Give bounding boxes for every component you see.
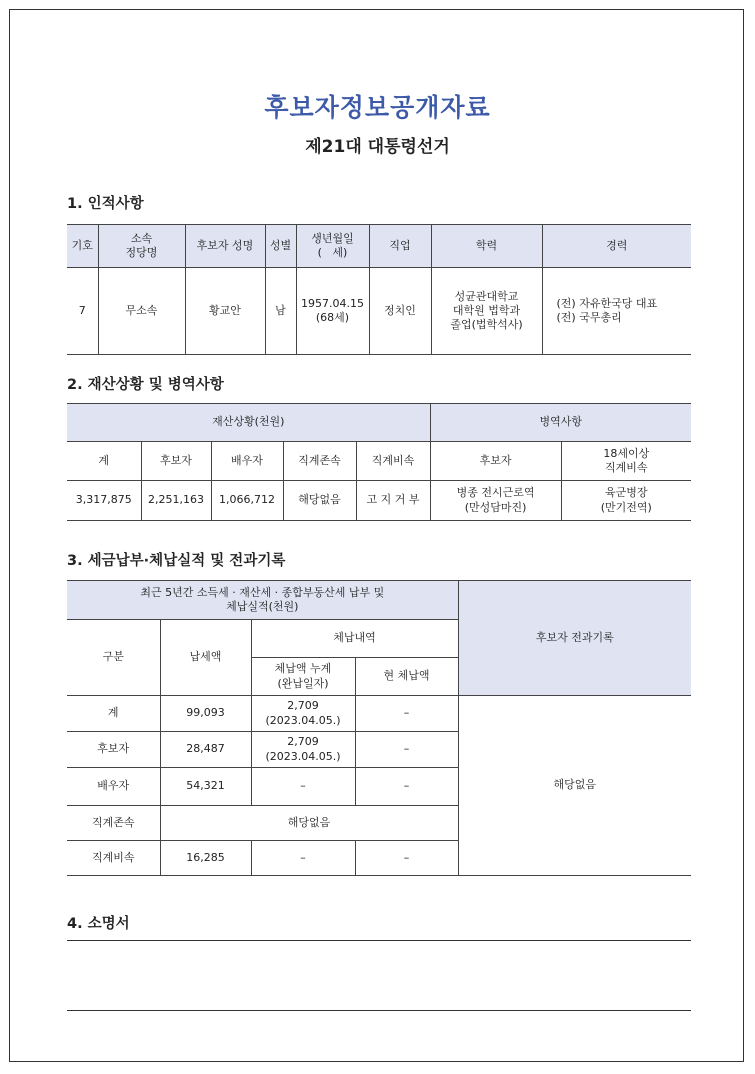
col-arrears-current: 현 체납액: [355, 658, 458, 696]
row-label: 직계존속: [67, 806, 160, 841]
row-label: 직계비속: [67, 841, 160, 876]
row-paid: 54,321: [160, 768, 251, 806]
row-arrears-total: –: [251, 841, 355, 876]
tax-criminal-table: [67, 580, 691, 876]
sub-header-cell: 직계비속: [356, 442, 430, 481]
cell-military-candidate: 병종 전시근로역 (만성담마진): [430, 481, 561, 521]
asset-military-group-header: [67, 404, 691, 442]
table-row: [67, 696, 691, 732]
row-paid: 16,285: [160, 841, 251, 876]
criminal-header: 후보자 전과기록: [458, 581, 691, 696]
cell-spouse: 1,066,712: [211, 481, 283, 521]
row-label: 계: [67, 696, 160, 732]
row-label: 배우자: [67, 768, 160, 806]
row-arrears-total: –: [251, 768, 355, 806]
header-cell: 경력: [542, 225, 691, 268]
cell-ascendant: 해당없음: [283, 481, 356, 521]
personal-info-row: [67, 268, 691, 355]
asset-military-row: [67, 481, 691, 521]
cell-party: 무소속: [98, 268, 185, 355]
col-paid: 납세액: [160, 620, 251, 696]
cell-job: 정치인: [369, 268, 431, 355]
military-header: 병역사항: [430, 404, 691, 442]
sub-header-cell: 후보자: [141, 442, 211, 481]
asset-military-sub-header: [67, 442, 691, 481]
col-arrears-total: 체납액 누계 (완납일자): [251, 658, 355, 696]
asset-military-table: [67, 403, 691, 521]
cell-descendant: 고 지 거 부: [356, 481, 430, 521]
col-arrears: 체납내역: [251, 620, 458, 658]
document-frame: [9, 9, 744, 1062]
header-cell: 후보자 성명: [185, 225, 265, 268]
row-arrears-total: 2,709 (2023.04.05.): [251, 732, 355, 768]
row-label: 후보자: [67, 732, 160, 768]
personal-info-table: [67, 224, 691, 355]
col-gubun: 구분: [67, 620, 160, 696]
sub-header-cell: 배우자: [211, 442, 283, 481]
header-cell: 학력: [431, 225, 542, 268]
row-arrears-current: –: [355, 732, 458, 768]
document-subtitle: 제21대 대통령선거: [305, 137, 450, 157]
asset-header: 재산상황(천원): [67, 404, 430, 442]
section-1-heading: 1. 인적사항: [67, 196, 144, 212]
tax-header: 최근 5년간 소득세 · 재산세 · 종합부동산세 납부 및 체납실적(천원): [67, 581, 458, 620]
row-arrears-total: 2,709 (2023.04.05.): [251, 696, 355, 732]
statement-line-top: [67, 940, 691, 941]
header-cell: 직업: [369, 225, 431, 268]
row-merged-value: 해당없음: [160, 806, 458, 841]
cell-birth: 1957.04.15 (68세): [296, 268, 369, 355]
tax-header-row: [67, 581, 691, 620]
row-paid: 99,093: [160, 696, 251, 732]
sub-header-cell: 18세이상 직계비속: [561, 442, 691, 481]
row-paid: 28,487: [160, 732, 251, 768]
cell-name: 황교안: [185, 268, 265, 355]
cell-number: 7: [67, 268, 98, 355]
document-title: 후보자정보공개자료: [264, 93, 491, 122]
row-arrears-current: –: [355, 841, 458, 876]
cell-candidate: 2,251,163: [141, 481, 211, 521]
sub-header-cell: 후보자: [430, 442, 561, 481]
statement-line-bottom: [67, 1010, 691, 1011]
header-cell: 생년월일 ( 세): [296, 225, 369, 268]
row-arrears-current: –: [355, 696, 458, 732]
section-3-heading: 3. 세금납부·체납실적 및 전과기록: [67, 553, 286, 569]
sub-header-cell: 직계존속: [283, 442, 356, 481]
sub-header-cell: 계: [67, 442, 141, 481]
personal-info-header-row: [67, 225, 691, 268]
cell-education: 성균관대학교 대학원 법학과 졸업(법학석사): [431, 268, 542, 355]
criminal-value: 해당없음: [458, 696, 691, 876]
header-cell: 소속 정당명: [98, 225, 185, 268]
cell-total: 3,317,875: [67, 481, 141, 521]
cell-military-descendant: 육군병장 (만기전역): [561, 481, 691, 521]
section-2-heading: 2. 재산상황 및 병역사항: [67, 377, 224, 393]
section-4-heading: 4. 소명서: [67, 916, 130, 932]
cell-gender: 남: [265, 268, 296, 355]
row-arrears-current: –: [355, 768, 458, 806]
cell-career: (전) 자유한국당 대표 (전) 국무총리: [542, 268, 691, 355]
header-cell: 성별: [265, 225, 296, 268]
header-cell: 기호: [67, 225, 98, 268]
